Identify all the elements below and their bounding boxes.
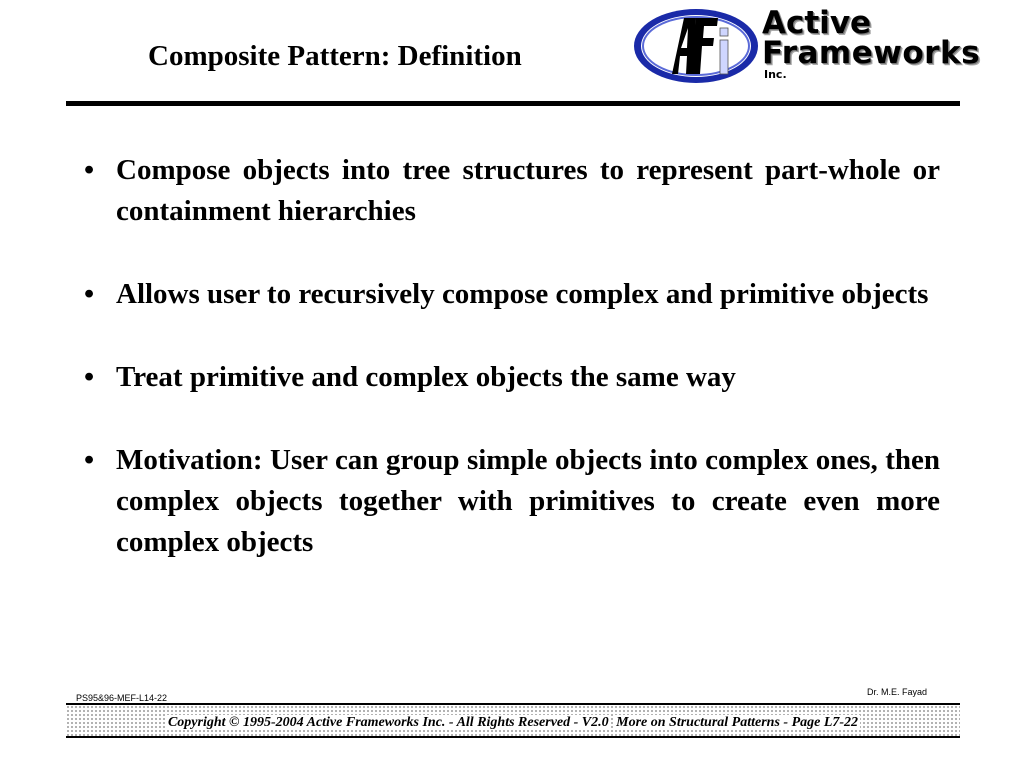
bullet-text: Compose objects into tree structures to represent part-whole or containment hierarchies [116, 154, 940, 227]
logo-word-frameworks: Frameworks [762, 35, 981, 71]
bullet-dot-icon: • [84, 278, 95, 310]
author-name: Dr. M.E. Fayad [867, 687, 928, 697]
header-divider [66, 101, 960, 106]
bullet-item [84, 150, 940, 232]
bullet-text: Motivation: User can group simple objects into complex ones, then complex objects together with primitives to create even more complex objects [116, 444, 940, 558]
slide-title: Composite Pattern: Definition [148, 40, 522, 72]
bullet-item [84, 440, 940, 563]
logo-word-inc: Inc. [764, 68, 787, 81]
bullet-list [84, 150, 940, 605]
bullet-dot-icon: • [84, 361, 95, 393]
logo-word-active: Active [762, 5, 872, 41]
footer-bar [66, 703, 960, 738]
slide-code: PS95&96-MEF-L14-22 [76, 693, 168, 703]
bullet-dot-icon: • [84, 154, 95, 186]
bullet-dot-icon: • [84, 444, 95, 476]
copyright-text: Copyright © 1995-2004 Active Frameworks Inc. - All Rights Reserved - V2.0 [167, 715, 609, 730]
bullet-item [84, 357, 940, 398]
page-info-text: More on Structural Patterns - Page L7-22 [616, 715, 859, 730]
bullet-text: Allows user to recursively compose complex and primitive objects [116, 278, 929, 310]
bullet-text: Treat primitive and complex objects the same way [116, 361, 736, 393]
afi-emblem-icon [632, 4, 762, 84]
bullet-item [84, 274, 940, 315]
company-logo [632, 4, 1002, 84]
